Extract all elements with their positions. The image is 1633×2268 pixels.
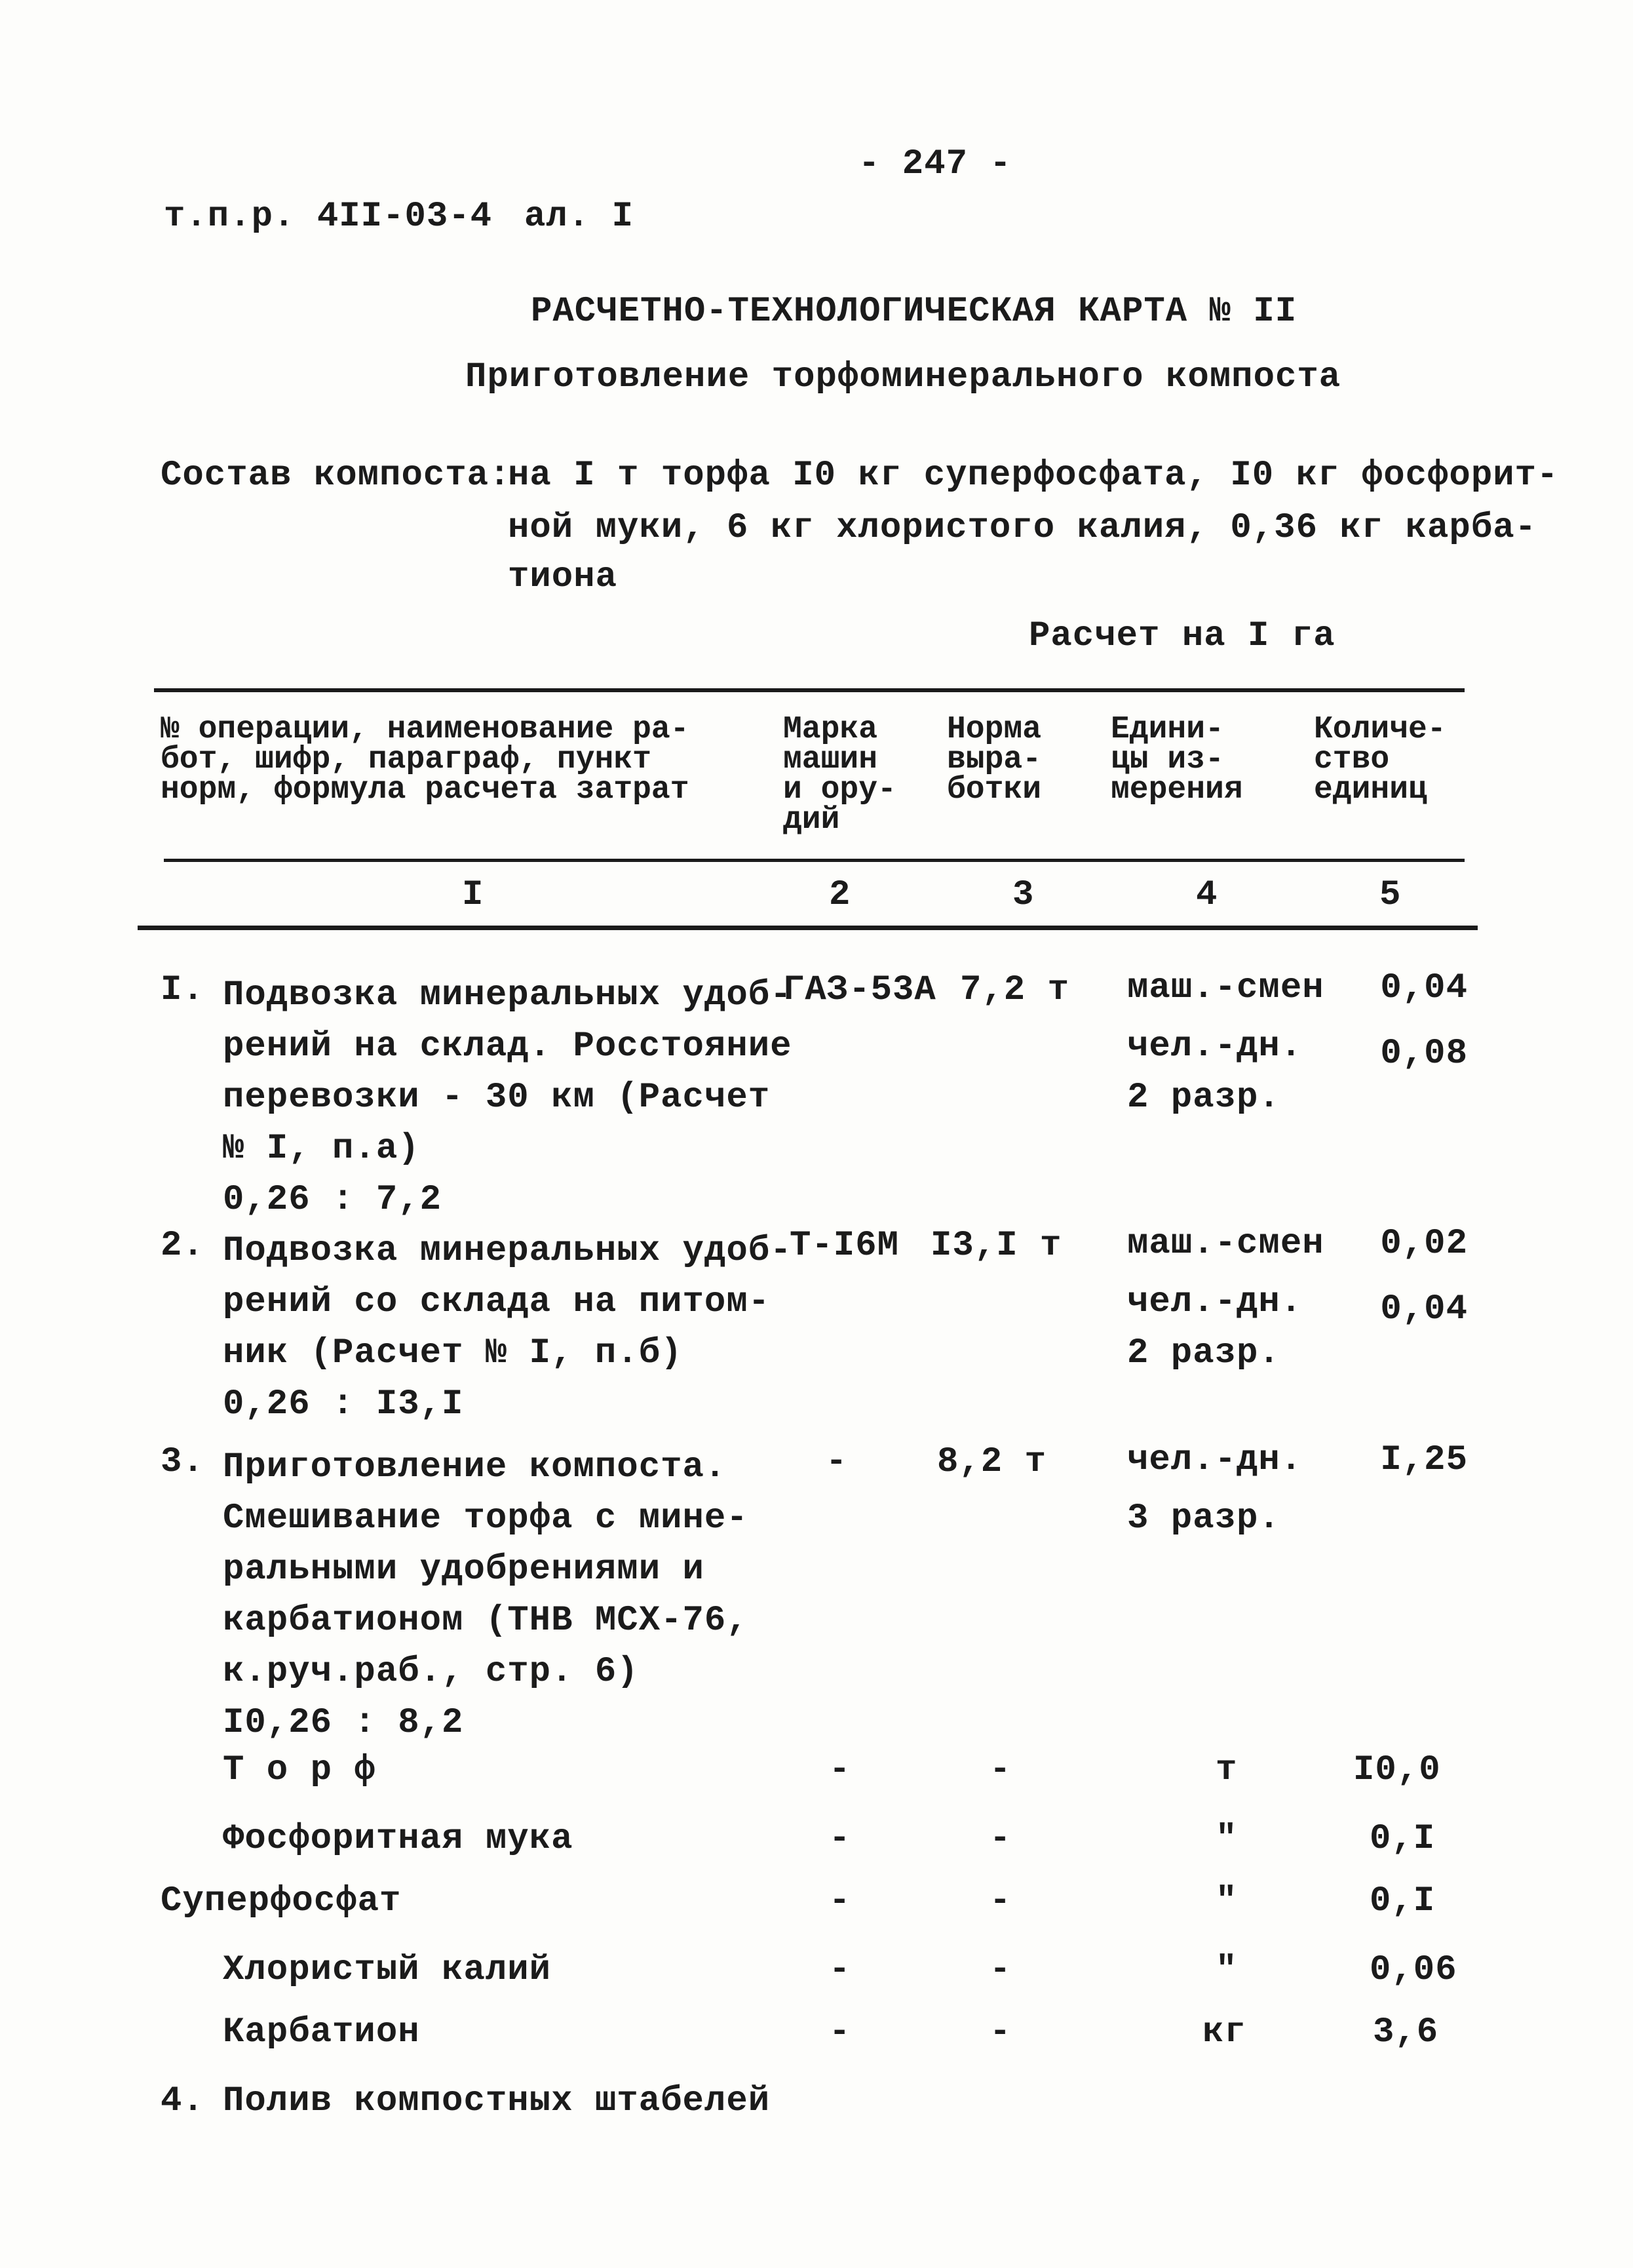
- measure-units: маш.-смен чел.-дн. 2 разр.: [1127, 968, 1324, 1118]
- composition-line: на I т торфа I0 кг суперфосфата, I0 кг фосфорит-: [508, 456, 1559, 496]
- measure-units: маш.-смен чел.-дн. 2 разр.: [1127, 1224, 1324, 1373]
- material-name: Фосфоритная мука: [223, 1819, 573, 1859]
- unit-quantity: 0,I: [1370, 1881, 1436, 1921]
- output-norm: -: [989, 2012, 1012, 2052]
- column-number-rule: [138, 926, 1478, 930]
- material-name: Суперфосфат: [161, 1881, 402, 1921]
- header-norm: Норма выра- ботки: [947, 712, 1042, 808]
- header-rule: [164, 859, 1465, 862]
- machine-mark: -: [829, 1950, 851, 1990]
- column-number-2: 2: [829, 875, 851, 915]
- row-number: 3.: [161, 1442, 204, 1482]
- page-subtitle: Приготовление торфоминерального компоста: [465, 357, 1341, 397]
- header-operation: № операции, наименование ра- бот, шифр, параграф, пункт норм, формула расчета затрат: [161, 712, 689, 808]
- machine-mark: ГАЗ-53А: [783, 970, 936, 1010]
- column-number-1: I: [462, 875, 484, 915]
- row-description: Подвозка минеральных удоб- рений со склада на питом- ник (Расчет № I, п.б) 0,26 : I3,I: [223, 1231, 792, 1424]
- header-mark: Марка машин и ору- дий: [783, 712, 896, 838]
- machine-mark: -: [829, 1819, 851, 1859]
- machine-mark: Т-I6М: [790, 1226, 900, 1266]
- header-units: Едини- цы из- мерения: [1111, 712, 1243, 808]
- material-name: Т о р ф: [223, 1750, 376, 1790]
- row-number: 4.: [161, 2081, 204, 2121]
- output-norm: -: [989, 1881, 1012, 1921]
- row-number: I.: [161, 970, 204, 1010]
- machine-mark: -: [829, 2012, 851, 2052]
- page-title: РАСЧЕТНО-ТЕХНОЛОГИЧЕСКАЯ КАРТА № II: [531, 292, 1297, 332]
- composition-label: Состав компоста:: [161, 456, 511, 496]
- page-number: - 247 -: [858, 144, 1012, 184]
- measure-unit: ": [1216, 1881, 1238, 1921]
- unit-quantity: I0,0: [1353, 1750, 1441, 1790]
- row-number: 2.: [161, 1226, 204, 1266]
- measure-units: чел.-дн. 3 разр.: [1127, 1440, 1303, 1538]
- machine-mark: -: [826, 1442, 848, 1482]
- album-number: ал. I: [524, 197, 634, 237]
- unit-quantity: 0,02 0,04: [1380, 1224, 1468, 1329]
- composition-line: ной муки, 6 кг хлористого калия, 0,36 кг карба-: [508, 508, 1537, 548]
- row-description: Подвозка минеральных удоб- рений на склад. Росстояние перевозки - 30 км (Расчет № I, п.а) 0,26 : 7,2: [223, 975, 792, 1220]
- calculation-basis: Расчет на I га: [1029, 616, 1335, 656]
- material-name: Карбатион: [223, 2012, 420, 2052]
- unit-quantity: 3,6: [1373, 2012, 1439, 2052]
- row-description: Полив компостных штабелей: [223, 2081, 771, 2121]
- column-number-3: 3: [1012, 875, 1035, 915]
- output-norm: 8,2 т: [937, 1442, 1047, 1482]
- composition-line: тиона: [508, 557, 618, 597]
- header-quantity: Количе- ство единиц: [1314, 712, 1446, 808]
- machine-mark: -: [829, 1750, 851, 1790]
- table-top-rule: [154, 688, 1465, 692]
- output-norm: I3,I т: [931, 1226, 1062, 1266]
- output-norm: -: [989, 1750, 1012, 1790]
- column-number-4: 4: [1196, 875, 1218, 915]
- unit-quantity: I,25: [1380, 1440, 1468, 1480]
- output-norm: 7,2 т: [960, 970, 1070, 1010]
- measure-unit: ": [1216, 1950, 1238, 1990]
- column-number-5: 5: [1379, 875, 1402, 915]
- document-reference: т.п.р. 4II-03-4: [164, 197, 493, 237]
- machine-mark: -: [829, 1881, 851, 1921]
- material-name: Хлористый калий: [223, 1950, 552, 1990]
- output-norm: -: [989, 1819, 1012, 1859]
- measure-unit: ": [1216, 1819, 1238, 1859]
- unit-quantity: 0,06: [1370, 1950, 1457, 1990]
- unit-quantity: 0,I: [1370, 1819, 1436, 1859]
- measure-unit: т: [1216, 1750, 1238, 1790]
- row-description: Приготовление компоста. Смешивание торфа с мине- ральными удобрениями и карбатионом (ТНВ МСХ-76, к.руч.раб., стр. 6) I0,26 : 8,2: [223, 1447, 748, 1743]
- measure-unit: кг: [1202, 2012, 1246, 2052]
- output-norm: -: [989, 1950, 1012, 1990]
- unit-quantity: 0,04 0,08: [1380, 968, 1468, 1074]
